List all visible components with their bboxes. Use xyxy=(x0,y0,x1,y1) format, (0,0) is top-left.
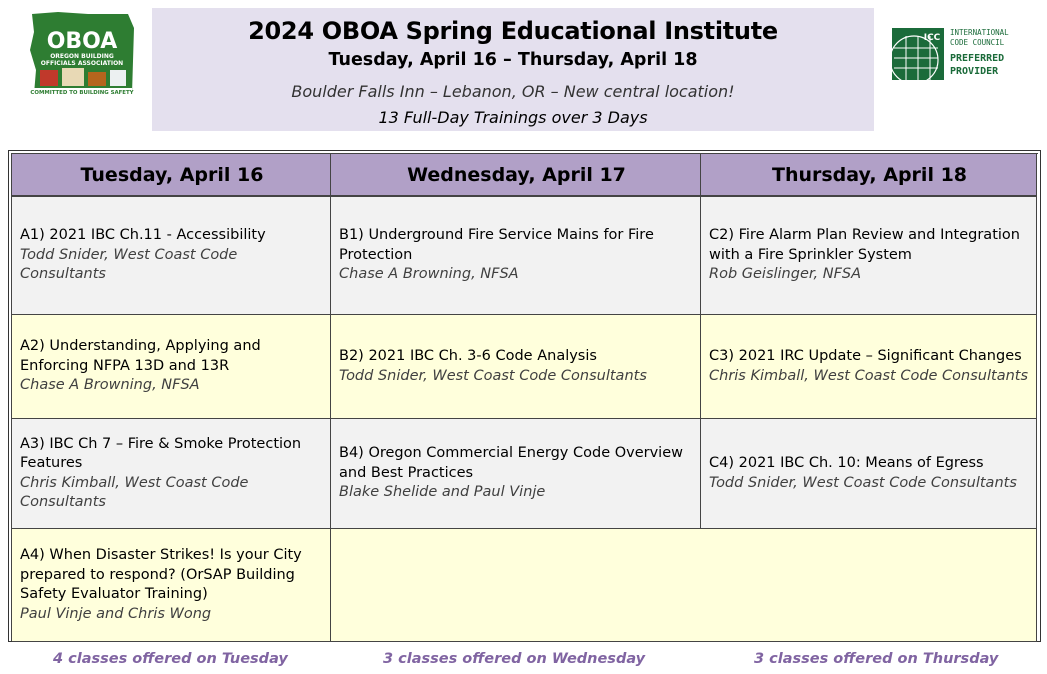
session-presenter: Todd Snider, West Coast Code Consultants xyxy=(339,367,647,384)
session-presenter: Chase A Browning, NFSA xyxy=(20,377,200,394)
session-title: C4) 2021 IBC Ch. 10: Means of Egress xyxy=(709,455,984,471)
event-venue: Boulder Falls Inn – Lebanon, OR – New central location! xyxy=(291,82,735,101)
session-title: A1) 2021 IBC Ch.11 - Accessibility xyxy=(20,227,266,244)
oboa-logo-tagline: COMMITTED TO BUILDING SAFETY xyxy=(30,90,134,96)
session-c4 xyxy=(701,419,1037,529)
session-title: B4) Oregon Commercial Energy Code Overview and Best Practices xyxy=(339,445,683,481)
icc-logo xyxy=(892,24,1014,84)
oboa-logo-sub1: OREGON BUILDING xyxy=(50,53,114,60)
day-header-thursday: Thursday, April 18 xyxy=(701,154,1037,197)
session-c3 xyxy=(701,315,1037,419)
session-title: C3) 2021 IRC Update – Significant Changes xyxy=(709,348,1022,364)
session-title: A4) When Disaster Strikes! Is your City prepared to respond? (OrSAP Building Safety Evaluator Training) xyxy=(20,547,302,602)
session-presenter: Rob Geislinger, NFSA xyxy=(709,266,862,283)
session-title: A3) IBC Ch 7 – Fire & Smoke Protection Features xyxy=(20,435,302,471)
footer-tuesday-count: 4 classes offered on Tuesday xyxy=(53,651,288,667)
oboa-oregon-logo-icon xyxy=(28,10,136,98)
oboa-logo-sub2: OFFICIALS ASSOCIATION xyxy=(40,60,124,67)
icc-logo-line1: INTERNATIONAL xyxy=(950,28,1009,37)
icc-logo-line3: PREFERRED xyxy=(950,53,1005,64)
event-dates: Tuesday, April 16 – Thursday, April 18 xyxy=(328,50,698,70)
footer-wednesday-count: 3 classes offered on Wednesday xyxy=(383,651,646,667)
session-a3 xyxy=(12,419,331,529)
event-header xyxy=(152,8,874,131)
oboa-logo xyxy=(28,10,136,98)
session-presenter: Blake Shelide and Paul Vinje xyxy=(339,484,546,501)
session-a4 xyxy=(12,529,331,642)
icc-logo-line2: CODE COUNCIL xyxy=(950,38,1005,47)
session-title: B2) 2021 IBC Ch. 3-6 Code Analysis xyxy=(339,348,597,364)
event-title: 2024 OBOA Spring Educational Institute xyxy=(248,17,778,45)
day-header-tuesday: Tuesday, April 16 xyxy=(12,154,331,197)
session-presenter: Todd Snider, West Coast Code Consultants xyxy=(20,246,238,283)
session-title: C2) Fire Alarm Plan Review and Integration with a Fire Sprinkler System xyxy=(709,227,1020,263)
session-presenter: Chris Kimball, West Coast Code Consultants xyxy=(20,474,249,510)
schedule-table xyxy=(8,150,1041,642)
session-b1 xyxy=(331,197,701,315)
icc-logo-abbr: ICC xyxy=(923,33,941,43)
session-title: B1) Underground Fire Service Mains for Fire Protection xyxy=(339,227,654,263)
session-a2 xyxy=(12,315,331,419)
day-header-wednesday: Wednesday, April 17 xyxy=(331,154,701,197)
icc-preferred-provider-logo-icon xyxy=(892,24,1014,84)
session-b2 xyxy=(331,315,701,419)
session-presenter: Chase A Browning, NFSA xyxy=(339,266,519,283)
session-b4 xyxy=(331,419,701,529)
session-presenter: Todd Snider, West Coast Code Consultants xyxy=(709,474,1017,491)
session-presenter: Paul Vinje and Chris Wong xyxy=(20,605,212,622)
session-title: A2) Understanding, Applying and Enforcing NFPA 13D and 13R xyxy=(20,338,261,374)
session-c2 xyxy=(701,197,1037,315)
session-a1 xyxy=(12,197,331,315)
footer-thursday-count: 3 classes offered on Thursday xyxy=(754,651,999,667)
session-presenter: Chris Kimball, West Coast Code Consultants xyxy=(709,367,1029,384)
oboa-logo-text: OBOA xyxy=(46,29,118,54)
empty-cell xyxy=(331,529,1037,642)
event-trainings-summary: 13 Full-Day Trainings over 3 Days xyxy=(378,108,648,127)
icc-logo-line4: PROVIDER xyxy=(950,66,999,77)
